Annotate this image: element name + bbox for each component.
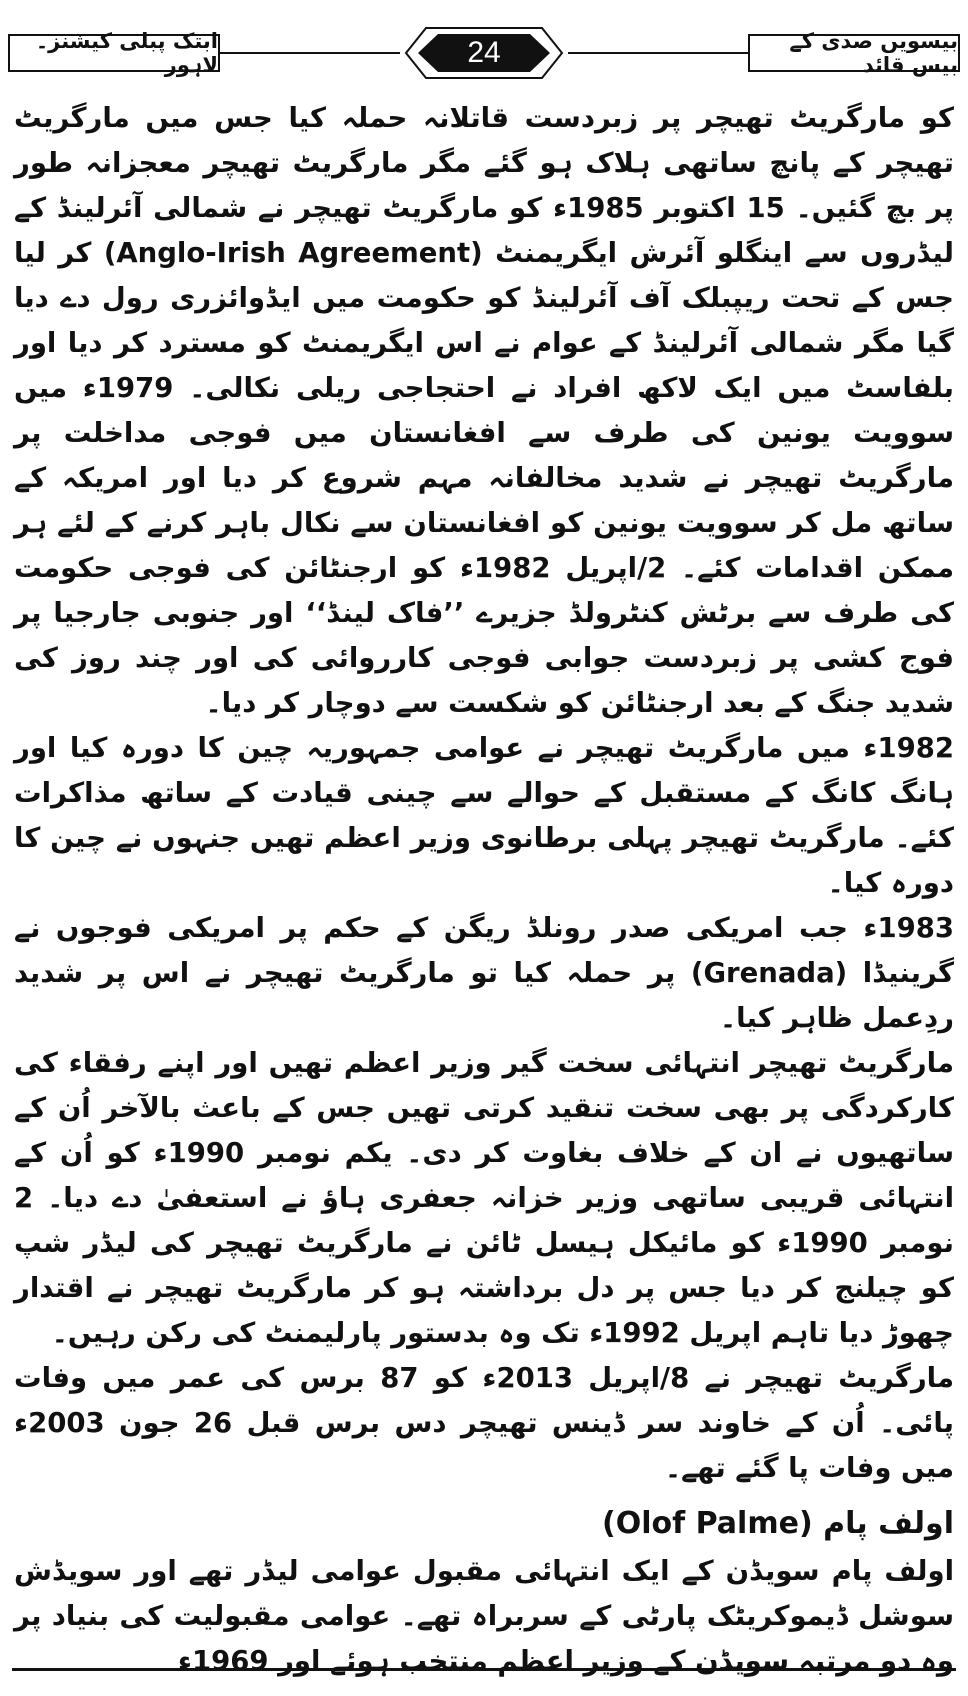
paragraph-china-visit: 1982ء میں مارگریٹ تھیچر نے عوامی جمہوریہ چین کا دورہ کیا اور ہانگ کانگ کے مستقبل کے حوالے سے چینی قیادت کے ساتھ مذاکرات کئے۔ مارگریٹ تھیچر پہلی برطانوی وزیر اعظم تھیں جنہوں نے چین کا دورہ کیا۔ [14, 732, 954, 899]
page-number: 24 [467, 36, 501, 69]
header-rule-right [568, 52, 748, 54]
paragraph-thatcher-events: کو مارگریٹ تھیچر پر زبردست قاتلانہ حملہ کیا جس میں مارگریٹ تھیچر کے پانچ ساتھی ہلاک ہو گئے مگر مارگریٹ تھیچر معجزانہ طور پر بچ گئیں۔ 15 اکتوبر 1985ء کو مارگریٹ تھیچر نے شمالی آئرلینڈ کے لیڈروں سے اینگلو آئرش ایگریمنٹ (Anglo-Irish Agreement) کر لیا جس کے تحت ریپبلک آف آئرلینڈ کو حکومت میں ایڈوائزری رول دے دیا گیا مگر شمالی آئرلینڈ کے عوام نے اس ایگریمنٹ کو مسترد کر دیا اور بلفاسٹ میں ایک لاکھ افراد نے احتجاجی ریلی نکالی۔ 1979ء میں سوویت یونین کی طرف سے افغانستان میں فوجی مداخلت پر مارگریٹ تھیچر نے شدید مخالفانہ مہم شروع کر دیا اور امریکہ کے ساتھ مل کر سوویت یونین کو افغانستان سے نکال باہر کرنے کے لئے ہر ممکن اقدامات کئے۔ 2/اپریل 1982ء کو ارجنٹائن کی فوجی حکومت کی طرف سے برٹش کنٹرولڈ جزیرے ’’فاک لینڈ‘‘ اور جنوبی جارجیا پر فوج کشی پر زبردست جوابی فوجی کارروائی کی اور چند روز کی شدید جنگ کے بعد ارجنٹائن کو شکست سے دوچار کر دیا۔ [14, 102, 955, 719]
page-body [14, 96, 954, 1684]
publisher-label: ابتک پبلی کیشنز۔ لاہور [35, 29, 218, 77]
page-number-badge [404, 24, 564, 82]
page-header [0, 22, 968, 84]
paragraph-olof-palme: اولف پام سویڈن کے ایک انتہائی مقبول عوامی لیڈر تھے اور سویڈش سوشل ڈیموکریٹک پارٹی کے سربراہ تھے۔ عوامی مقبولیت کی بنیاد پر وہ دو مرتبہ سویڈن کے وزیر اعظم منتخب ہوئے اور 1969ء [14, 1555, 954, 1677]
footer-rule [12, 1668, 956, 1671]
publisher-box [8, 29, 220, 77]
paragraph-grenada: 1983ء جب امریکی صدر رونلڈ ریگن کے حکم پر امریکی فوجوں نے گرینیڈا (Grenada) پر حملہ کیا تو مارگریٹ تھیچر نے اس پر شدید ردِعمل ظاہر کیا۔ [14, 912, 954, 1034]
book-title: بیسویں صدی کے بیس قائد [789, 29, 958, 77]
paragraph-death: مارگریٹ تھیچر نے 8/اپریل 2013ء کو 87 برس کی عمر میں وفات پائی۔ اُن کے خاوند سر ڈینس تھیچر دس برس قبل 26 جون 2003ء میں وفات پا گئے تھے۔ [14, 1362, 954, 1484]
paragraph-resignation: مارگریٹ تھیچر انتہائی سخت گیر وزیر اعظم تھیں اور اپنے رفقاء کی کارکردگی پر بھی سخت تنقید کرتی تھیں جس کے باعث بالآخر اُن کے ساتھیوں نے ان کے خلاف بغاوت کر دی۔ یکم نومبر 1990ء کو اُن کے انتہائی قریبی ساتھی وزیر خزانہ جعفری ہاؤ نے استعفیٰ دے دیا۔ 2 نومبر 1990ء کو مائیکل ہیسل ٹائن نے مارگریٹ تھیچر کی لیڈر شپ کو چیلنج کر دیا جس پر دل برداشتہ ہو کر مارگریٹ تھیچر نے اقتدار چھوڑ دیا تاہم اپریل 1992ء تک وہ بدستور پارلیمنٹ کی رکن رہیں۔ [14, 1047, 954, 1349]
book-title-box [748, 29, 960, 77]
section-heading-olof-palme: اولف پام (Olof Palme) [602, 1506, 954, 1541]
header-rule-left [220, 52, 400, 54]
